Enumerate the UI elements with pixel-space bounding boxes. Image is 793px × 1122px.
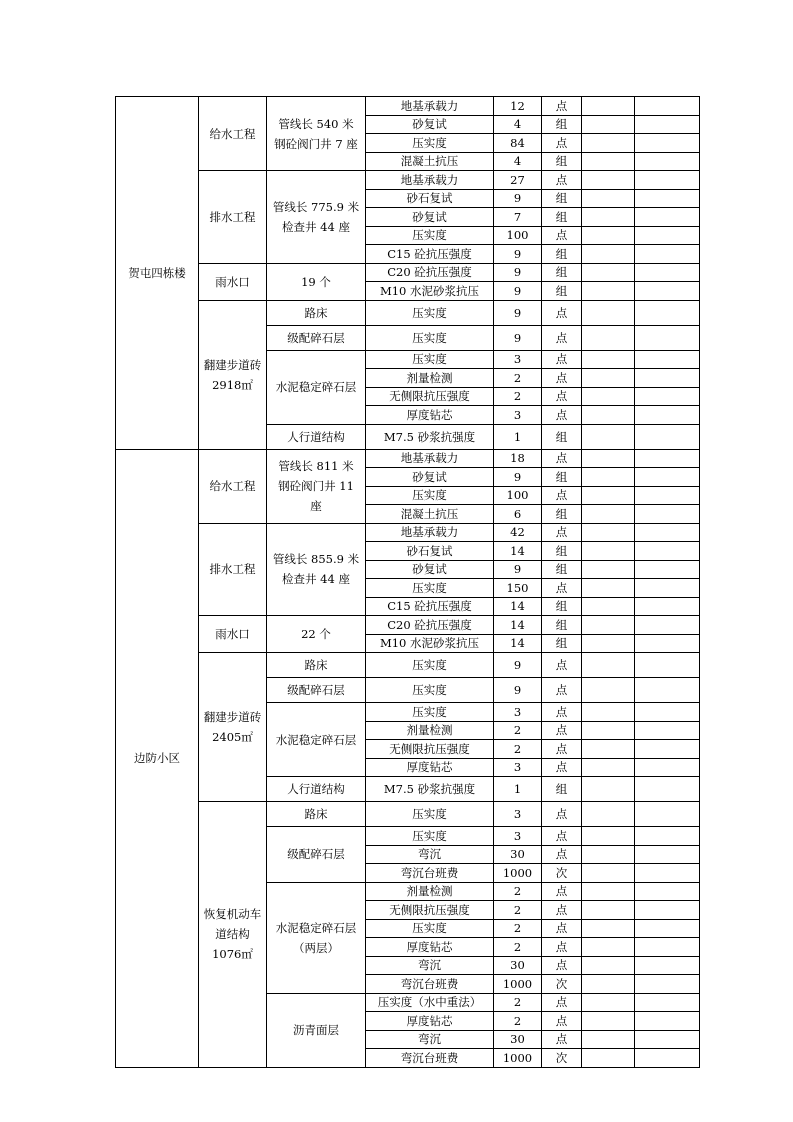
test-item-cell: 弯沉台班费: [366, 864, 494, 883]
blank-cell: [635, 758, 700, 777]
blank-cell: [582, 152, 635, 171]
unit-cell: 点: [542, 678, 582, 703]
unit-cell: 组: [542, 616, 582, 635]
blank-cell: [635, 350, 700, 369]
unit-cell: 点: [542, 901, 582, 920]
quantity-cell: 12: [494, 97, 542, 116]
table-row: [116, 523, 700, 542]
test-item-cell: 压实度: [366, 678, 494, 703]
blank-cell: [582, 189, 635, 208]
scope-cell: 管线长 855.9 米 检查井 44 座: [267, 523, 366, 616]
unit-cell: 点: [542, 300, 582, 325]
quantity-cell: 3: [494, 406, 542, 425]
blank-cell: [635, 208, 700, 227]
test-item-cell: 压实度: [366, 350, 494, 369]
table-row: [116, 263, 700, 282]
scope-cell: 水泥稳定碎石层（两层）: [267, 882, 366, 993]
unit-cell: 点: [542, 226, 582, 245]
blank-cell: [582, 523, 635, 542]
quantity-cell: 84: [494, 134, 542, 153]
blank-cell: [582, 325, 635, 350]
blank-cell: [582, 802, 635, 827]
category-cell: 翻建步道砖 2918㎡: [199, 300, 267, 449]
blank-cell: [635, 938, 700, 957]
blank-cell: [582, 115, 635, 134]
unit-cell: 点: [542, 579, 582, 598]
unit-cell: 点: [542, 325, 582, 350]
blank-cell: [582, 369, 635, 388]
unit-cell: 组: [542, 115, 582, 134]
category-cell: 排水工程: [199, 523, 267, 616]
test-item-cell: M7.5 砂浆抗强度: [366, 777, 494, 802]
test-item-cell: C15 砼抗压强度: [366, 597, 494, 616]
blank-cell: [635, 189, 700, 208]
blank-cell: [635, 523, 700, 542]
quantity-cell: 30: [494, 845, 542, 864]
blank-cell: [635, 1049, 700, 1068]
unit-cell: 点: [542, 956, 582, 975]
test-item-cell: C20 砼抗压强度: [366, 263, 494, 282]
scope-cell: 人行道结构: [267, 777, 366, 802]
blank-cell: [582, 938, 635, 957]
unit-cell: 组: [542, 189, 582, 208]
unit-cell: 点: [542, 721, 582, 740]
quantity-cell: 18: [494, 449, 542, 468]
unit-cell: 点: [542, 134, 582, 153]
unit-cell: 点: [542, 406, 582, 425]
blank-cell: [635, 616, 700, 635]
test-item-cell: 砂石复试: [366, 542, 494, 561]
quantity-cell: 2: [494, 901, 542, 920]
scope-cell: 管线长 775.9 米 检查井 44 座: [267, 171, 366, 264]
blank-cell: [635, 1030, 700, 1049]
unit-cell: 点: [542, 703, 582, 722]
blank-cell: [582, 634, 635, 653]
blank-cell: [582, 542, 635, 561]
test-item-cell: 压实度: [366, 300, 494, 325]
quantity-cell: 9: [494, 678, 542, 703]
test-item-cell: 砂复试: [366, 468, 494, 487]
unit-cell: 点: [542, 1012, 582, 1031]
test-item-cell: 砂石复试: [366, 189, 494, 208]
blank-cell: [582, 777, 635, 802]
quantity-cell: 1000: [494, 975, 542, 994]
quantity-cell: 100: [494, 486, 542, 505]
scope-cell: 路床: [267, 653, 366, 678]
test-item-cell: 压实度: [366, 134, 494, 153]
test-item-cell: C20 砼抗压强度: [366, 616, 494, 635]
table-row: [116, 616, 700, 635]
blank-cell: [582, 424, 635, 449]
quantity-cell: 2: [494, 740, 542, 759]
blank-cell: [635, 740, 700, 759]
scope-cell: 22 个: [267, 616, 366, 653]
test-item-cell: 弯沉: [366, 1030, 494, 1049]
quantity-cell: 3: [494, 758, 542, 777]
unit-cell: 点: [542, 740, 582, 759]
blank-cell: [635, 449, 700, 468]
blank-cell: [582, 300, 635, 325]
unit-cell: 组: [542, 505, 582, 524]
blank-cell: [582, 1049, 635, 1068]
blank-cell: [635, 152, 700, 171]
quantity-cell: 9: [494, 325, 542, 350]
quantity-cell: 1: [494, 777, 542, 802]
blank-cell: [582, 226, 635, 245]
scope-cell: 管线长 540 米 钢砼阀门井 7 座: [267, 97, 366, 171]
blank-cell: [582, 653, 635, 678]
blank-cell: [635, 325, 700, 350]
table-row: [116, 171, 700, 190]
blank-cell: [635, 993, 700, 1012]
blank-cell: [635, 634, 700, 653]
scope-cell: 路床: [267, 802, 366, 827]
unit-cell: 组: [542, 634, 582, 653]
blank-cell: [582, 827, 635, 846]
scope-cell: 水泥稳定碎石层: [267, 703, 366, 777]
quantity-cell: 9: [494, 282, 542, 301]
scope-cell: 级配碎石层: [267, 827, 366, 883]
blank-cell: [582, 956, 635, 975]
blank-cell: [635, 282, 700, 301]
unit-cell: 次: [542, 1049, 582, 1068]
test-item-cell: 地基承载力: [366, 171, 494, 190]
scope-cell: 级配碎石层: [267, 325, 366, 350]
quantity-cell: 30: [494, 956, 542, 975]
unit-cell: 点: [542, 919, 582, 938]
blank-cell: [582, 263, 635, 282]
test-item-cell: 厚度钻芯: [366, 938, 494, 957]
blank-cell: [635, 468, 700, 487]
unit-cell: 组: [542, 208, 582, 227]
scope-cell: 人行道结构: [267, 424, 366, 449]
quantity-cell: 30: [494, 1030, 542, 1049]
blank-cell: [582, 975, 635, 994]
blank-cell: [582, 721, 635, 740]
blank-cell: [582, 1012, 635, 1031]
unit-cell: 次: [542, 864, 582, 883]
test-item-cell: 地基承载力: [366, 523, 494, 542]
test-item-cell: 弯沉台班费: [366, 975, 494, 994]
unit-cell: 点: [542, 802, 582, 827]
blank-cell: [582, 758, 635, 777]
quantity-cell: 9: [494, 468, 542, 487]
test-item-cell: 无侧限抗压强度: [366, 901, 494, 920]
blank-cell: [582, 208, 635, 227]
unit-cell: 次: [542, 975, 582, 994]
project-name-cell: 贺屯四栋楼: [116, 97, 199, 450]
test-item-cell: 弯沉台班费: [366, 1049, 494, 1068]
quantity-cell: 14: [494, 616, 542, 635]
blank-cell: [582, 505, 635, 524]
blank-cell: [635, 486, 700, 505]
test-item-cell: 弯沉: [366, 845, 494, 864]
scope-cell: 沥青面层: [267, 993, 366, 1067]
quantity-cell: 14: [494, 634, 542, 653]
blank-cell: [582, 406, 635, 425]
test-item-cell: 无侧限抗压强度: [366, 740, 494, 759]
quantity-cell: 9: [494, 653, 542, 678]
blank-cell: [635, 678, 700, 703]
quantity-cell: 2: [494, 721, 542, 740]
blank-cell: [582, 703, 635, 722]
blank-cell: [582, 486, 635, 505]
unit-cell: 组: [542, 560, 582, 579]
test-item-cell: 压实度: [366, 653, 494, 678]
category-cell: 排水工程: [199, 171, 267, 264]
unit-cell: 点: [542, 449, 582, 468]
quantity-cell: 9: [494, 560, 542, 579]
blank-cell: [635, 653, 700, 678]
unit-cell: 点: [542, 827, 582, 846]
test-schedule-table: [115, 96, 700, 1068]
blank-cell: [635, 387, 700, 406]
blank-cell: [635, 579, 700, 598]
test-item-cell: 砂复试: [366, 208, 494, 227]
unit-cell: 点: [542, 938, 582, 957]
quantity-cell: 2: [494, 882, 542, 901]
unit-cell: 点: [542, 1030, 582, 1049]
table-row: [116, 653, 700, 678]
blank-cell: [582, 560, 635, 579]
test-item-cell: 剂量检测: [366, 721, 494, 740]
blank-cell: [635, 134, 700, 153]
test-item-cell: 剂量检测: [366, 369, 494, 388]
blank-cell: [582, 678, 635, 703]
quantity-cell: 7: [494, 208, 542, 227]
unit-cell: 组: [542, 542, 582, 561]
test-item-cell: 厚度钻芯: [366, 758, 494, 777]
test-item-cell: 压实度（水中重法）: [366, 993, 494, 1012]
unit-cell: 组: [542, 597, 582, 616]
blank-cell: [635, 245, 700, 264]
quantity-cell: 1000: [494, 864, 542, 883]
test-item-cell: 混凝土抗压: [366, 152, 494, 171]
quantity-cell: 3: [494, 350, 542, 369]
unit-cell: 组: [542, 152, 582, 171]
test-item-cell: 弯沉: [366, 956, 494, 975]
test-item-cell: 砂复试: [366, 560, 494, 579]
blank-cell: [635, 975, 700, 994]
unit-cell: 组: [542, 263, 582, 282]
unit-cell: 点: [542, 369, 582, 388]
unit-cell: 点: [542, 845, 582, 864]
blank-cell: [635, 956, 700, 975]
quantity-cell: 9: [494, 189, 542, 208]
scope-cell: 路床: [267, 300, 366, 325]
test-item-cell: 厚度钻芯: [366, 406, 494, 425]
blank-cell: [582, 468, 635, 487]
blank-cell: [635, 424, 700, 449]
blank-cell: [635, 542, 700, 561]
quantity-cell: 2: [494, 993, 542, 1012]
category-cell: 翻建步道砖 2405㎡: [199, 653, 267, 802]
test-item-cell: 地基承载力: [366, 449, 494, 468]
unit-cell: 组: [542, 777, 582, 802]
blank-cell: [635, 901, 700, 920]
quantity-cell: 150: [494, 579, 542, 598]
blank-cell: [635, 263, 700, 282]
quantity-cell: 4: [494, 115, 542, 134]
quantity-cell: 3: [494, 802, 542, 827]
blank-cell: [582, 1030, 635, 1049]
category-cell: 给水工程: [199, 449, 267, 523]
quantity-cell: 42: [494, 523, 542, 542]
table-row: [116, 449, 700, 468]
unit-cell: 点: [542, 97, 582, 116]
blank-cell: [635, 827, 700, 846]
blank-cell: [582, 449, 635, 468]
blank-cell: [582, 993, 635, 1012]
quantity-cell: 1000: [494, 1049, 542, 1068]
blank-cell: [582, 919, 635, 938]
test-item-cell: 砂复试: [366, 115, 494, 134]
scope-cell: 级配碎石层: [267, 678, 366, 703]
blank-cell: [582, 134, 635, 153]
test-item-cell: 压实度: [366, 226, 494, 245]
quantity-cell: 2: [494, 387, 542, 406]
blank-cell: [582, 350, 635, 369]
blank-cell: [635, 300, 700, 325]
test-item-cell: 厚度钻芯: [366, 1012, 494, 1031]
test-item-cell: 剂量检测: [366, 882, 494, 901]
project-name-cell: 边防小区: [116, 449, 199, 1067]
blank-cell: [635, 115, 700, 134]
blank-cell: [582, 171, 635, 190]
unit-cell: 点: [542, 653, 582, 678]
blank-cell: [635, 703, 700, 722]
blank-cell: [582, 282, 635, 301]
blank-cell: [582, 864, 635, 883]
quantity-cell: 27: [494, 171, 542, 190]
unit-cell: 组: [542, 424, 582, 449]
quantity-cell: 9: [494, 245, 542, 264]
test-item-cell: 压实度: [366, 802, 494, 827]
blank-cell: [582, 597, 635, 616]
quantity-cell: 14: [494, 542, 542, 561]
test-item-cell: 压实度: [366, 579, 494, 598]
blank-cell: [582, 882, 635, 901]
quantity-cell: 2: [494, 369, 542, 388]
quantity-cell: 100: [494, 226, 542, 245]
blank-cell: [582, 579, 635, 598]
scope-cell: 管线长 811 米 钢砼阀门井 11 座: [267, 449, 366, 523]
blank-cell: [635, 560, 700, 579]
test-item-cell: M10 水泥砂浆抗压: [366, 634, 494, 653]
blank-cell: [582, 901, 635, 920]
unit-cell: 点: [542, 387, 582, 406]
test-item-cell: 压实度: [366, 486, 494, 505]
blank-cell: [582, 245, 635, 264]
category-cell: 给水工程: [199, 97, 267, 171]
test-item-cell: 无侧限抗压强度: [366, 387, 494, 406]
category-cell: 恢复机动车道结构 1076㎡: [199, 802, 267, 1068]
unit-cell: 点: [542, 993, 582, 1012]
test-item-cell: 地基承载力: [366, 97, 494, 116]
test-item-cell: M7.5 砂浆抗强度: [366, 424, 494, 449]
quantity-cell: 6: [494, 505, 542, 524]
blank-cell: [635, 597, 700, 616]
test-item-cell: 压实度: [366, 703, 494, 722]
blank-cell: [635, 721, 700, 740]
test-item-cell: C15 砼抗压强度: [366, 245, 494, 264]
blank-cell: [635, 97, 700, 116]
unit-cell: 点: [542, 882, 582, 901]
quantity-cell: 4: [494, 152, 542, 171]
blank-cell: [582, 616, 635, 635]
table-row: [116, 97, 700, 116]
blank-cell: [582, 845, 635, 864]
quantity-cell: 2: [494, 1012, 542, 1031]
category-cell: 雨水口: [199, 616, 267, 653]
quantity-cell: 3: [494, 703, 542, 722]
test-item-cell: M10 水泥砂浆抗压: [366, 282, 494, 301]
blank-cell: [635, 845, 700, 864]
blank-cell: [582, 387, 635, 406]
blank-cell: [635, 505, 700, 524]
quantity-cell: 14: [494, 597, 542, 616]
test-item-cell: 混凝土抗压: [366, 505, 494, 524]
unit-cell: 点: [542, 523, 582, 542]
quantity-cell: 1: [494, 424, 542, 449]
unit-cell: 点: [542, 758, 582, 777]
blank-cell: [635, 406, 700, 425]
test-item-cell: 压实度: [366, 827, 494, 846]
quantity-cell: 9: [494, 263, 542, 282]
blank-cell: [635, 777, 700, 802]
blank-cell: [635, 369, 700, 388]
unit-cell: 组: [542, 245, 582, 264]
test-item-cell: 压实度: [366, 325, 494, 350]
blank-cell: [582, 740, 635, 759]
blank-cell: [635, 1012, 700, 1031]
blank-cell: [635, 226, 700, 245]
category-cell: 雨水口: [199, 263, 267, 300]
unit-cell: 点: [542, 486, 582, 505]
scope-cell: 19 个: [267, 263, 366, 300]
quantity-cell: 3: [494, 827, 542, 846]
blank-cell: [635, 919, 700, 938]
quantity-cell: 2: [494, 938, 542, 957]
test-schedule-sheet: [115, 96, 699, 1068]
test-item-cell: 压实度: [366, 919, 494, 938]
quantity-cell: 9: [494, 300, 542, 325]
unit-cell: 组: [542, 282, 582, 301]
blank-cell: [635, 882, 700, 901]
table-row: [116, 802, 700, 827]
blank-cell: [635, 171, 700, 190]
blank-cell: [582, 97, 635, 116]
quantity-cell: 2: [494, 919, 542, 938]
unit-cell: 点: [542, 350, 582, 369]
scope-cell: 水泥稳定碎石层: [267, 350, 366, 424]
blank-cell: [635, 864, 700, 883]
table-row: [116, 300, 700, 325]
blank-cell: [635, 802, 700, 827]
unit-cell: 点: [542, 171, 582, 190]
unit-cell: 组: [542, 468, 582, 487]
